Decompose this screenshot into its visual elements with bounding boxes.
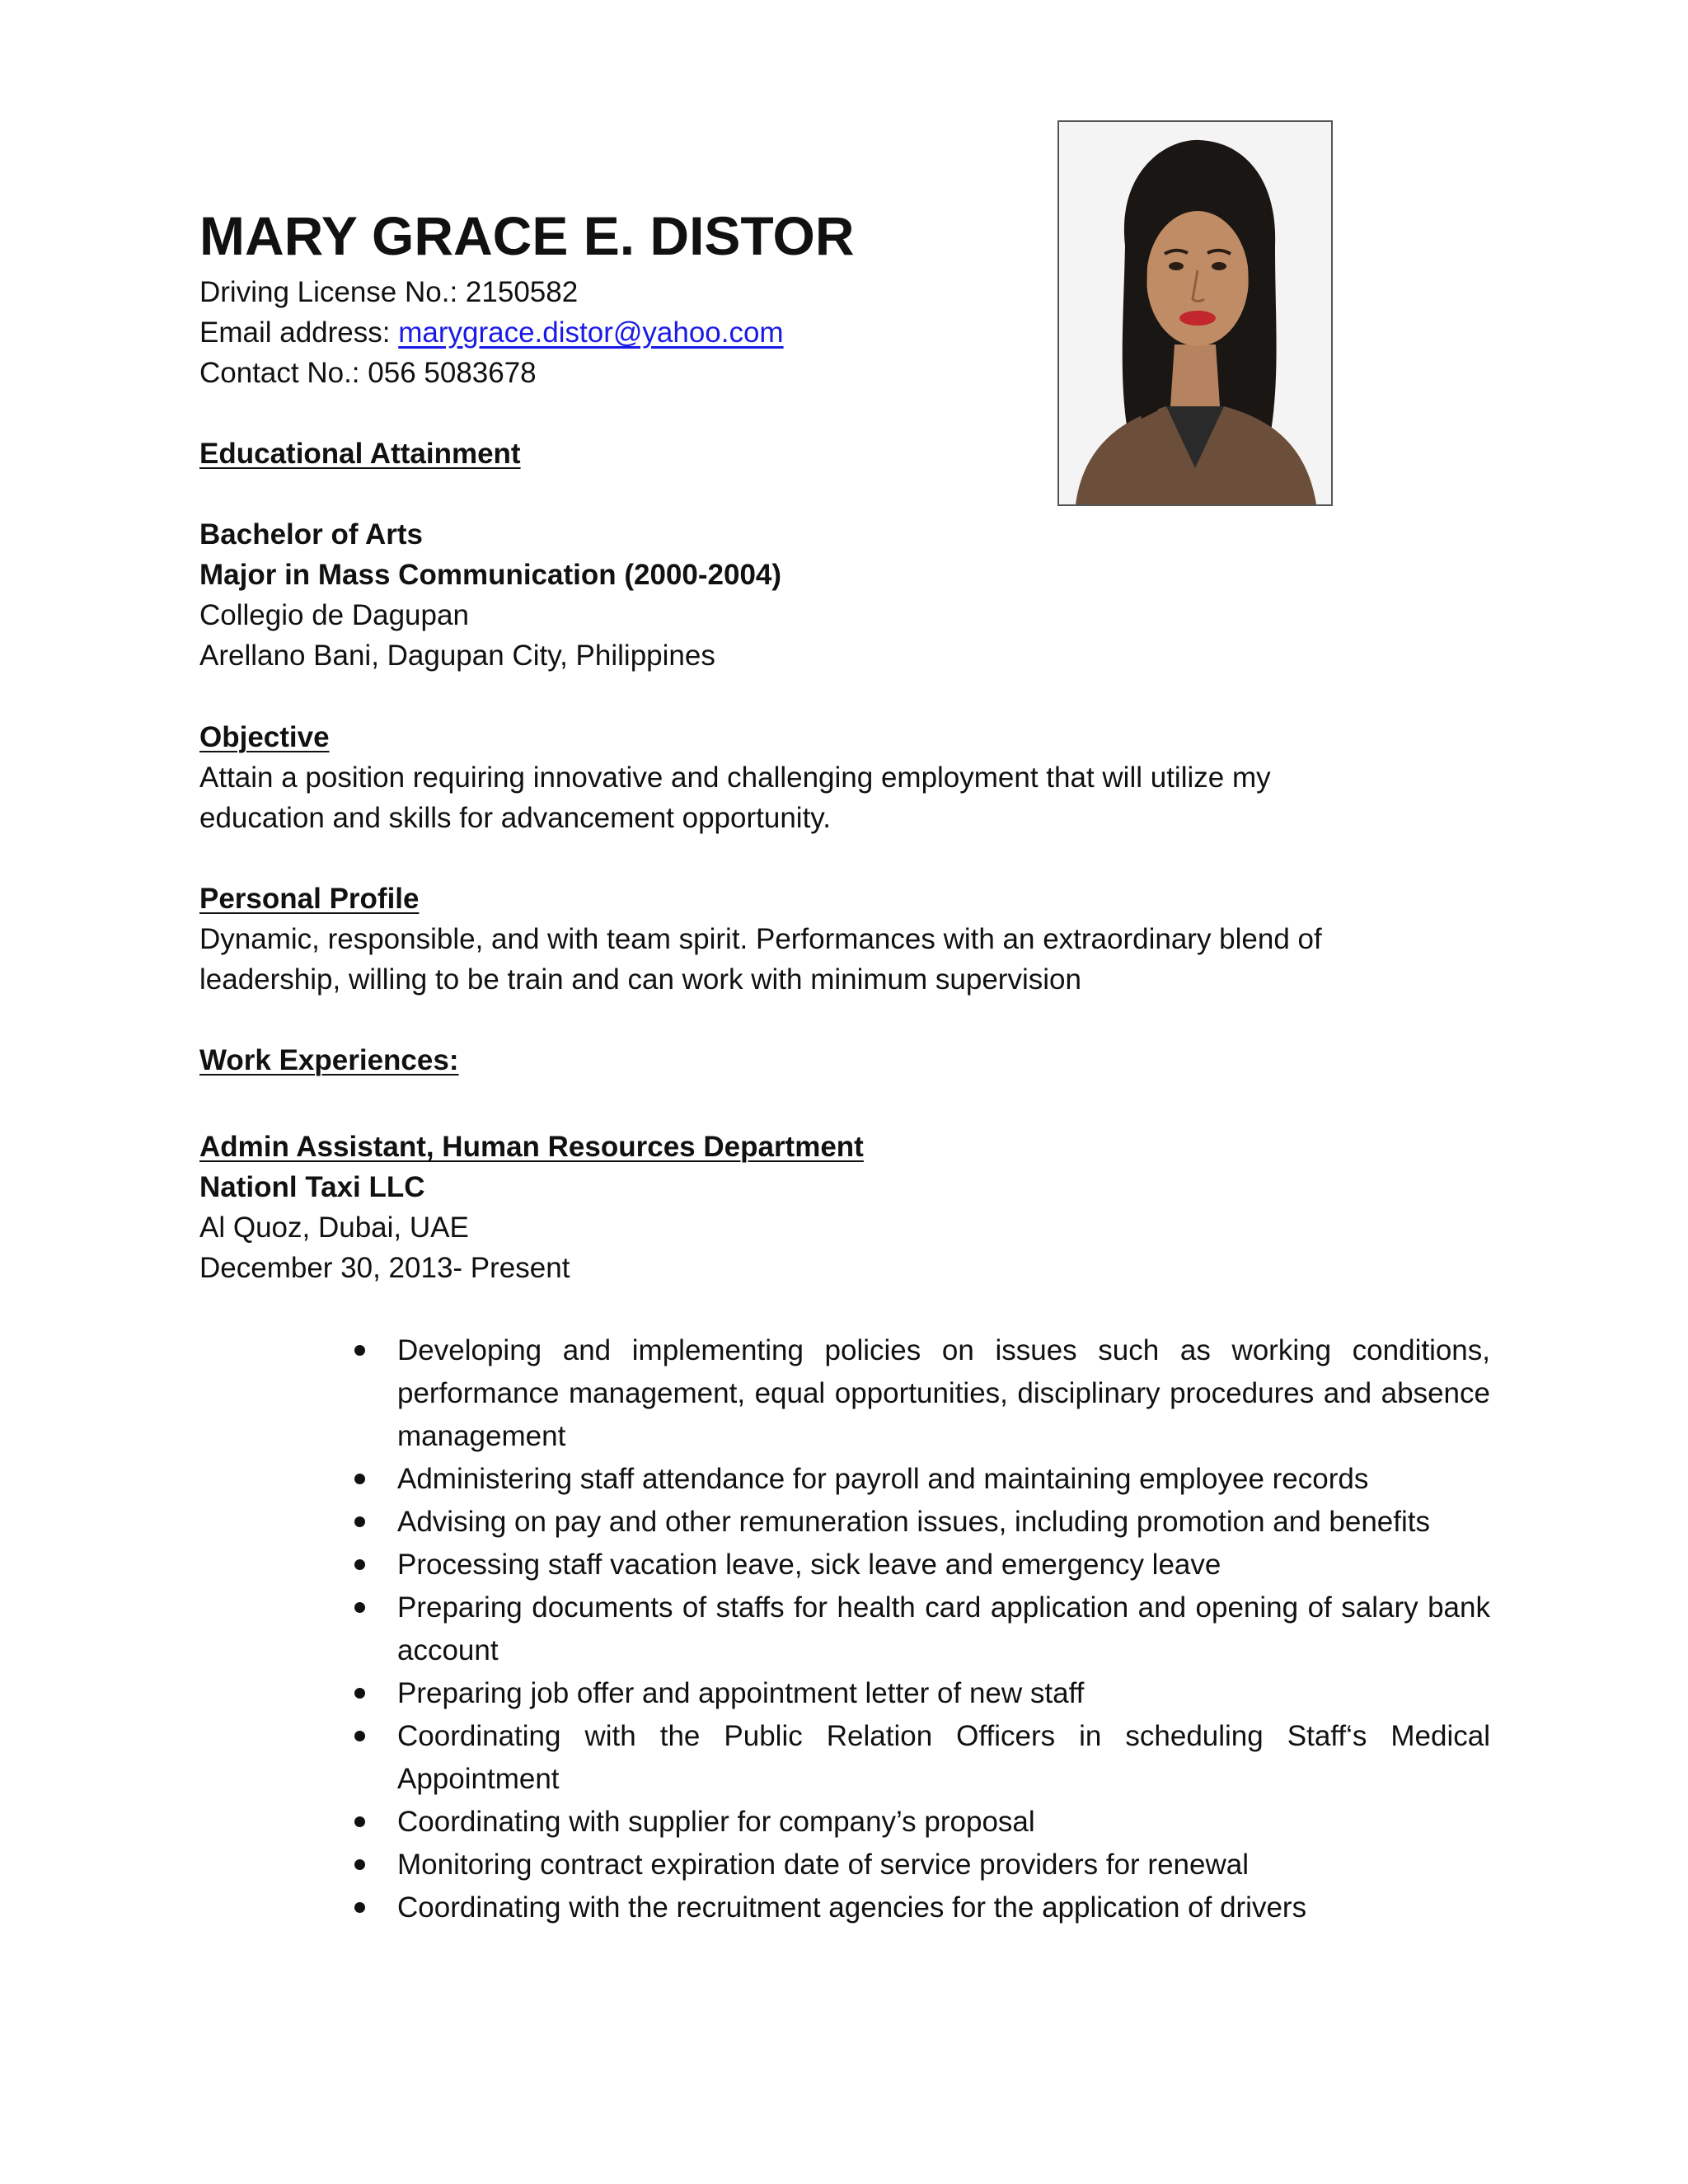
contact-value: 056 5083678 xyxy=(368,357,537,389)
license-label: Driving License No.: xyxy=(199,276,466,308)
education-address: Arellano Bani, Dagupan City, Philippines xyxy=(199,640,715,672)
profile-photo-portrait xyxy=(1059,122,1331,504)
contact-line xyxy=(199,353,537,393)
education-major: Major in Mass Communication (2000-2004) xyxy=(199,559,782,591)
profile-heading: Personal Profile xyxy=(199,883,420,915)
company-location: Al Quoz, Dubai, UAE xyxy=(199,1212,469,1244)
license-value: 2150582 xyxy=(465,276,579,308)
company-name: Nationl Taxi LLC xyxy=(199,1171,425,1203)
bullet-icon xyxy=(354,1731,365,1741)
bullet-icon xyxy=(354,1474,365,1484)
bullet-icon xyxy=(354,1816,365,1827)
list-item xyxy=(346,1329,1490,1458)
duty-text: Advising on pay and other remuneration issues, including promotion and benefits xyxy=(397,1506,1430,1538)
list-item xyxy=(346,1844,1490,1886)
duty-text: Coordinating with the recruitment agencies for the application of drivers xyxy=(397,1891,1307,1924)
resume-name: MARY GRACE E. DISTOR xyxy=(199,205,855,266)
bullet-icon xyxy=(354,1559,365,1570)
education-degree: Bachelor of Arts xyxy=(199,518,423,551)
duty-text: Coordinating with the Public Relation Officers in scheduling Staff‘s Medical Appointment xyxy=(397,1720,1490,1795)
profile-photo xyxy=(1057,120,1333,506)
work-heading: Work Experiences: xyxy=(199,1044,459,1076)
duty-text: Developing and implementing policies on issues such as working conditions, performance management, equal opportunities, disciplinary procedures and absence management xyxy=(397,1334,1490,1452)
list-item xyxy=(346,1715,1490,1801)
email-link[interactable]: marygrace.distor@yahoo.com xyxy=(398,316,784,349)
profile-text: Dynamic, responsible, and with team spirit. Performances with an extraordinary blend of leadership, willing to be train and can work with minimum supervision xyxy=(199,923,1322,996)
duty-text: Preparing documents of staffs for health card application and opening of salary bank account xyxy=(397,1591,1490,1666)
list-item xyxy=(346,1544,1490,1586)
objective-text: Attain a position requiring innovative and challenging employment that will utilize my education and skills for advancement opportunity. xyxy=(199,762,1271,834)
bullet-icon xyxy=(354,1859,365,1870)
duty-text: Processing staff vacation leave, sick leave and emergency leave xyxy=(397,1549,1221,1581)
bullet-icon xyxy=(354,1345,365,1356)
objective-heading: Objective xyxy=(199,721,330,753)
list-item xyxy=(346,1501,1490,1544)
duties-list xyxy=(346,1329,1490,1929)
list-item xyxy=(346,1458,1490,1501)
list-item xyxy=(346,1886,1490,1929)
job-title: Admin Assistant, Human Resources Department xyxy=(199,1131,864,1163)
duty-text: Preparing job offer and appointment letter of new staff xyxy=(397,1677,1085,1709)
education-heading: Educational Attainment xyxy=(199,438,521,470)
duty-text: Coordinating with supplier for company’s proposal xyxy=(397,1806,1035,1838)
list-item xyxy=(346,1586,1490,1672)
license-line xyxy=(199,272,578,312)
bullet-icon xyxy=(354,1688,365,1699)
duty-text: Monitoring contract expiration date of service providers for renewal xyxy=(397,1849,1249,1881)
employment-dates: December 30, 2013- Present xyxy=(199,1252,570,1284)
bullet-icon xyxy=(354,1602,365,1613)
list-item xyxy=(346,1672,1490,1715)
contact-label: Contact No.: xyxy=(199,357,368,389)
education-school: Collegio de Dagupan xyxy=(199,599,469,631)
duty-text: Administering staff attendance for payroll and maintaining employee records xyxy=(397,1463,1369,1495)
bullet-icon xyxy=(354,1902,365,1913)
email-line xyxy=(199,312,784,353)
list-item xyxy=(346,1801,1490,1844)
email-label: Email address: xyxy=(199,316,399,349)
bullet-icon xyxy=(354,1516,365,1527)
